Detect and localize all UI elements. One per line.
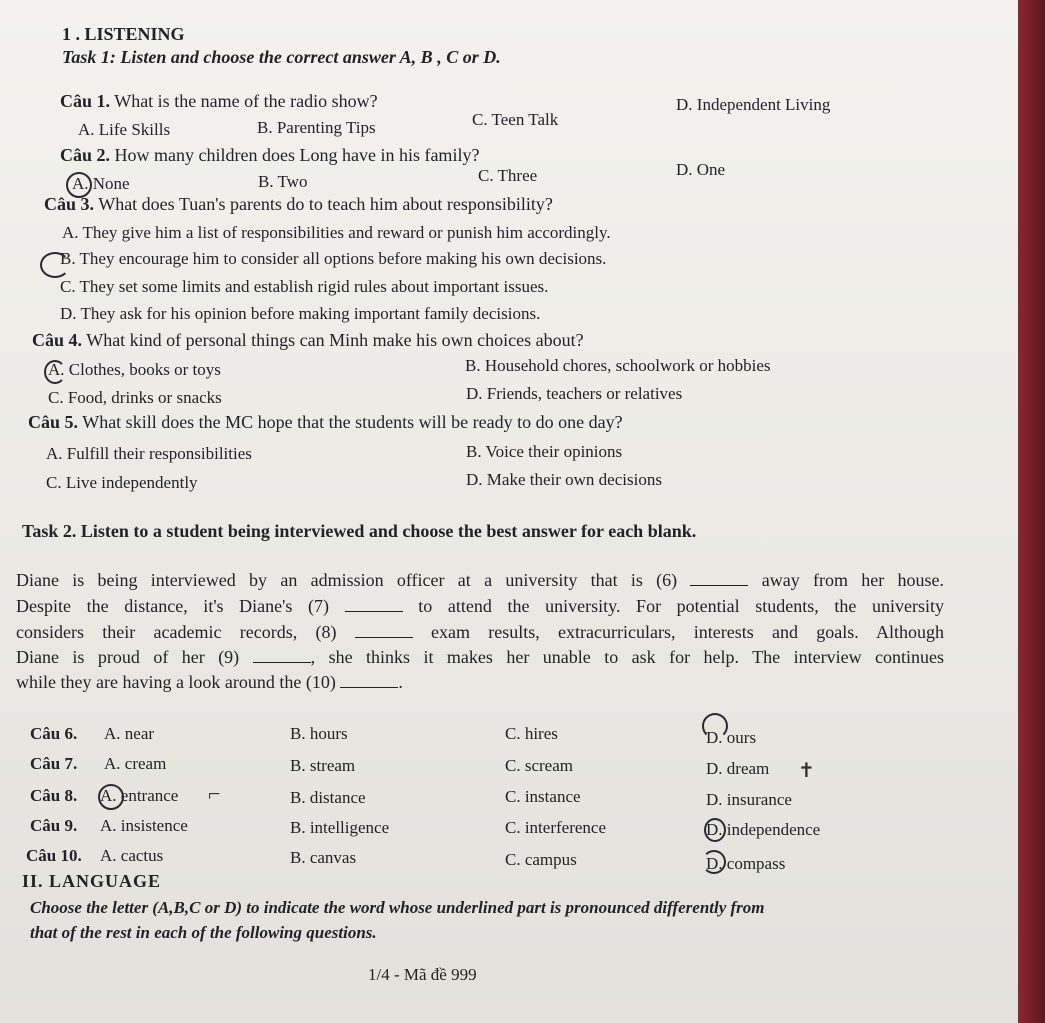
blank-7 xyxy=(345,597,403,612)
option-9b: B. intelligence xyxy=(290,818,390,837)
question-label: Câu 4. xyxy=(32,330,83,350)
passage-text: Diane is being interviewed by an admission officer at a university that is (6) xyxy=(16,570,678,590)
option-9d: D. independence xyxy=(706,820,821,839)
option-8b: B. distance xyxy=(290,788,366,807)
question-text: What skill does the MC hope that the students will be ready to do one day? xyxy=(82,412,623,432)
question-text: How many children does Long have in his family? xyxy=(114,145,480,165)
option-2c: C. Three xyxy=(478,166,538,185)
option-1a: A. Life Skills xyxy=(78,120,171,139)
answer-circle-2a xyxy=(66,172,92,198)
question-text: What is the name of the radio show? xyxy=(114,91,378,111)
passage-line-4 xyxy=(16,647,944,668)
answer-circle-8a xyxy=(98,784,124,810)
question-2 xyxy=(60,145,479,166)
section-language-heading: II. LANGUAGE xyxy=(22,871,162,891)
question-6-label: Câu 6. xyxy=(30,724,78,743)
option-5b: B. Voice their opinions xyxy=(466,442,623,461)
passage-text: to attend the university. For potential students, the university xyxy=(418,596,945,616)
question-9-label: Câu 9. xyxy=(30,816,78,835)
option-7c: C. scream xyxy=(505,756,573,775)
option-1d: D. Independent Living xyxy=(676,95,831,114)
option-7d: D. dream xyxy=(706,759,770,778)
option-7a: A. cream xyxy=(104,754,167,773)
passage-line-1 xyxy=(16,570,944,591)
option-4c: C. Food, drinks or snacks xyxy=(48,388,222,407)
passage-line-2 xyxy=(16,596,944,617)
option-3b: B. They encourage him to consider all options before making his own decisions. xyxy=(60,249,607,268)
option-2d: D. One xyxy=(676,160,726,179)
check-mark-icon: ⌐ xyxy=(208,781,221,806)
passage-text: . xyxy=(398,672,403,692)
option-5d: D. Make their own decisions xyxy=(466,470,662,489)
passage-text: Despite the distance, it's Diane's (7) xyxy=(16,596,330,616)
option-9a: A. insistence xyxy=(100,816,188,835)
blank-6 xyxy=(690,571,748,586)
blank-10 xyxy=(340,673,398,688)
option-2b: B. Two xyxy=(258,172,308,191)
option-7b: B. stream xyxy=(290,756,356,775)
answer-circle-6d xyxy=(702,713,728,739)
option-1c: C. Teen Talk xyxy=(472,110,559,129)
question-text: What kind of personal things can Minh make his own choices about? xyxy=(86,330,584,350)
option-9c: C. interference xyxy=(505,818,606,837)
option-3c: C. They set some limits and establish rigid rules about important issues. xyxy=(60,277,549,296)
task2-instruction: Task 2. Listen to a student being interviewed and choose the best answer for each blank. xyxy=(22,521,697,541)
passage-text: , she thinks it makes her unable to ask for help. The interview continues xyxy=(310,647,944,667)
question-4 xyxy=(32,330,584,351)
option-4b: B. Household chores, schoolwork or hobbies xyxy=(465,356,771,375)
option-3d: D. They ask for his opinion before making important family decisions. xyxy=(60,304,541,323)
passage-text: Diane is proud of her (9) xyxy=(16,647,240,667)
option-6b: B. hours xyxy=(290,724,348,743)
language-instruction-line-1: Choose the letter (A,B,C or D) to indicate the word whose underlined part is pronounced differently from xyxy=(30,898,765,917)
question-7-label: Câu 7. xyxy=(30,754,78,773)
question-text: What does Tuan's parents do to teach him about responsibility? xyxy=(98,194,553,214)
option-4d: D. Friends, teachers or relatives xyxy=(466,384,683,403)
answer-circle-4a xyxy=(44,360,66,384)
section-listening-heading: 1 . LISTENING xyxy=(62,24,185,44)
question-label: Câu 5. xyxy=(28,412,79,432)
question-8-label: Câu 8. xyxy=(30,786,78,805)
background-edge xyxy=(1018,0,1045,1023)
passage-text: away from her house. xyxy=(761,570,944,590)
option-2a: A. None xyxy=(72,174,130,193)
option-8c: C. instance xyxy=(505,787,581,806)
option-10c: C. campus xyxy=(505,850,577,869)
question-label: Câu 3. xyxy=(44,194,95,214)
answer-circle-9d xyxy=(704,818,726,842)
option-1b: B. Parenting Tips xyxy=(257,118,376,137)
option-8a: A. entrance xyxy=(100,786,179,805)
passage-line-3 xyxy=(16,622,944,643)
page-footer-code: 1/4 - Mã đề 999 xyxy=(368,965,477,984)
question-10-label: Câu 10. xyxy=(26,846,82,865)
passage-text: exam results, extracurriculars, interests and goals. Although xyxy=(431,622,945,642)
passage-text: considers their academic records, (8) xyxy=(16,622,337,642)
passage-line-5 xyxy=(16,672,944,693)
option-8d: D. insurance xyxy=(706,790,792,809)
option-5a: A. Fulfill their responsibilities xyxy=(46,444,252,463)
option-4a: A. Clothes, books or toys xyxy=(48,360,221,379)
answer-circle-3b xyxy=(40,252,70,278)
blank-8 xyxy=(355,623,413,638)
check-mark-icon: ✝ xyxy=(798,760,815,782)
language-instruction-line-2: that of the rest in each of the following questions. xyxy=(30,923,377,942)
option-5c: C. Live independently xyxy=(46,473,198,492)
option-6d: D. ours xyxy=(706,728,757,747)
option-10b: B. canvas xyxy=(290,848,357,867)
question-5 xyxy=(28,412,623,433)
question-3 xyxy=(44,194,553,215)
option-3a: A. They give him a list of responsibilities and reward or punish him accordingly. xyxy=(62,223,611,242)
question-label: Câu 2. xyxy=(60,145,111,165)
option-6c: C. hires xyxy=(505,724,558,743)
question-1 xyxy=(60,91,378,112)
question-label: Câu 1. xyxy=(60,91,111,111)
passage-text: while they are having a look around the (10) xyxy=(16,672,336,692)
answer-circle-10d xyxy=(702,850,726,874)
blank-9 xyxy=(253,648,311,663)
option-10d: D. compass xyxy=(706,854,786,873)
option-10a: A. cactus xyxy=(100,846,164,865)
option-6a: A. near xyxy=(104,724,155,743)
task1-instruction: Task 1: Listen and choose the correct answer A, B , C or D. xyxy=(62,47,501,67)
